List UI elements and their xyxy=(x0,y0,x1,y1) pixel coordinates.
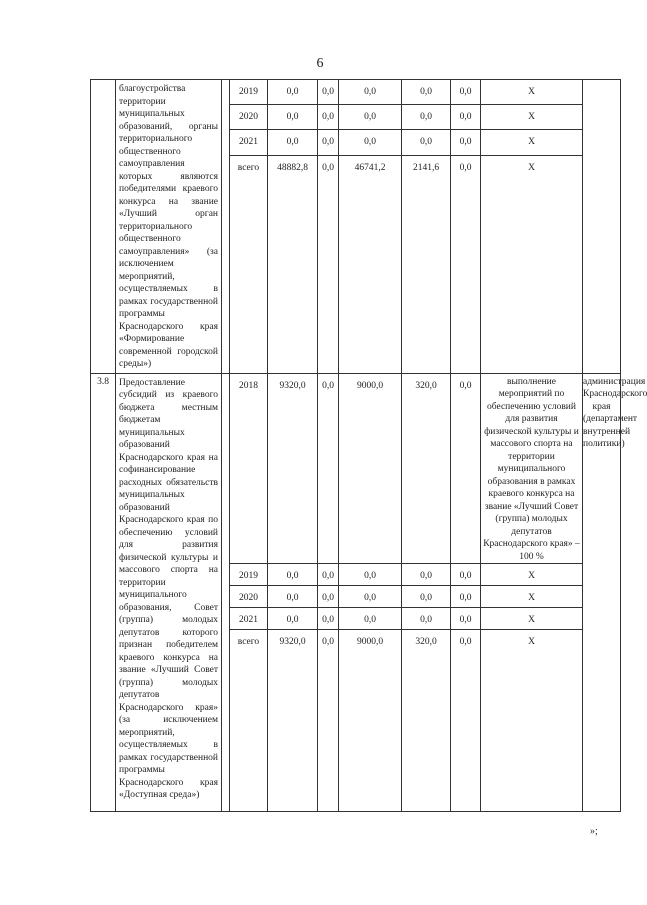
total-cell: 0,0 xyxy=(268,586,318,608)
executor-cell: администрация Краснодарского края (департамент внутренней политики) xyxy=(583,373,621,812)
federal-cell: 0,0 xyxy=(318,608,339,630)
regional-cell: 0,0 xyxy=(339,564,402,586)
result-cell: Х xyxy=(481,630,583,812)
executor-cell xyxy=(583,80,621,374)
regional-cell: 0,0 xyxy=(339,105,402,130)
regional-cell: 0,0 xyxy=(339,608,402,630)
year-cell: 2020 xyxy=(230,105,268,130)
year-cell: 2019 xyxy=(230,80,268,105)
regional-cell: 0,0 xyxy=(339,80,402,105)
other-cell: 0,0 xyxy=(451,130,481,155)
total-cell: 48882,8 xyxy=(268,155,318,373)
result-cell: Х xyxy=(481,105,583,130)
federal-cell: 0,0 xyxy=(318,80,339,105)
total-cell: 0,0 xyxy=(268,130,318,155)
total-cell: 0,0 xyxy=(268,608,318,630)
other-cell: 0,0 xyxy=(451,80,481,105)
federal-cell: 0,0 xyxy=(318,130,339,155)
result-cell: Х xyxy=(481,155,583,373)
local-cell: 320,0 xyxy=(402,630,451,812)
federal-cell: 0,0 xyxy=(318,630,339,812)
result-cell: Х xyxy=(481,586,583,608)
total-cell: 0,0 xyxy=(268,105,318,130)
row-number: 3.8 xyxy=(91,373,116,812)
local-cell: 0,0 xyxy=(402,564,451,586)
other-cell: 0,0 xyxy=(451,630,481,812)
local-cell: 320,0 xyxy=(402,373,451,564)
year-cell: всего xyxy=(230,630,268,812)
measure-description: благоустройства территории муниципальных образований, органы территориального общественного самоуправления которых являются победителями краевого конкурса на звание «Лучший орган территориального общественного самоуправления» (за исключением мероприятий, осуществляемых в рамках государственной программы Краснодарского края «Формирование современной городской среды») xyxy=(116,80,222,374)
local-cell: 0,0 xyxy=(402,586,451,608)
year-cell: 2020 xyxy=(230,586,268,608)
other-cell: 0,0 xyxy=(451,608,481,630)
local-cell: 0,0 xyxy=(402,80,451,105)
corner-mark: »; xyxy=(590,826,598,837)
other-cell: 0,0 xyxy=(451,105,481,130)
year-cell: 2018 xyxy=(230,373,268,564)
year-cell: 2019 xyxy=(230,564,268,586)
regional-cell: 0,0 xyxy=(339,130,402,155)
local-cell: 0,0 xyxy=(402,608,451,630)
row-number xyxy=(91,80,116,374)
federal-cell: 0,0 xyxy=(318,155,339,373)
local-cell: 0,0 xyxy=(402,130,451,155)
regional-cell: 9000,0 xyxy=(339,373,402,564)
regional-cell: 46741,2 xyxy=(339,155,402,373)
federal-cell: 0,0 xyxy=(318,564,339,586)
goal-cell: выполнение мероприятий по обеспечению условий для развития физической культуры и массового спорта на территории муниципального образования в рамках краевого конкурса на звание «Лучший Совет (группа) молодых депутатов Краснодарского края» – 100 % xyxy=(481,373,583,564)
year-cell: 2021 xyxy=(230,130,268,155)
other-cell: 0,0 xyxy=(451,564,481,586)
other-cell: 0,0 xyxy=(451,373,481,564)
local-cell: 0,0 xyxy=(402,105,451,130)
year-cell: всего xyxy=(230,155,268,373)
result-cell: Х xyxy=(481,80,583,105)
measure-description: Предоставление субсидий из краевого бюджета местным бюджетам муниципальных образований Краснодарского края на софинансирование расходных обязательств муниципальных образований Краснодарского края по обеспечению условий для развития физической культуры и массового спорта на территории муниципального образования, Совет (группа) молодых депутатов которого признан победителем краевого конкурса на звание «Лучший Совет (группа) молодых депутатов Краснодарского края» (за исключением мероприятий, осуществляемых в рамках государственной программы Краснодарского края «Доступная среда») xyxy=(116,373,222,812)
other-cell: 0,0 xyxy=(451,586,481,608)
program-table xyxy=(90,79,647,812)
total-cell: 9320,0 xyxy=(268,373,318,564)
local-cell: 2141,6 xyxy=(402,155,451,373)
table-row xyxy=(91,80,621,105)
result-cell: Х xyxy=(481,608,583,630)
federal-cell: 0,0 xyxy=(318,373,339,564)
result-cell: Х xyxy=(481,130,583,155)
table-row xyxy=(91,373,621,564)
regional-cell: 9000,0 xyxy=(339,630,402,812)
total-cell: 0,0 xyxy=(268,80,318,105)
total-cell: 0,0 xyxy=(268,564,318,586)
year-cell: 2021 xyxy=(230,608,268,630)
other-cell: 0,0 xyxy=(451,155,481,373)
regional-cell: 0,0 xyxy=(339,586,402,608)
federal-cell: 0,0 xyxy=(318,105,339,130)
total-cell: 9320,0 xyxy=(268,630,318,812)
federal-cell: 0,0 xyxy=(318,586,339,608)
page-number: 6 xyxy=(316,56,324,71)
result-cell: Х xyxy=(481,564,583,586)
